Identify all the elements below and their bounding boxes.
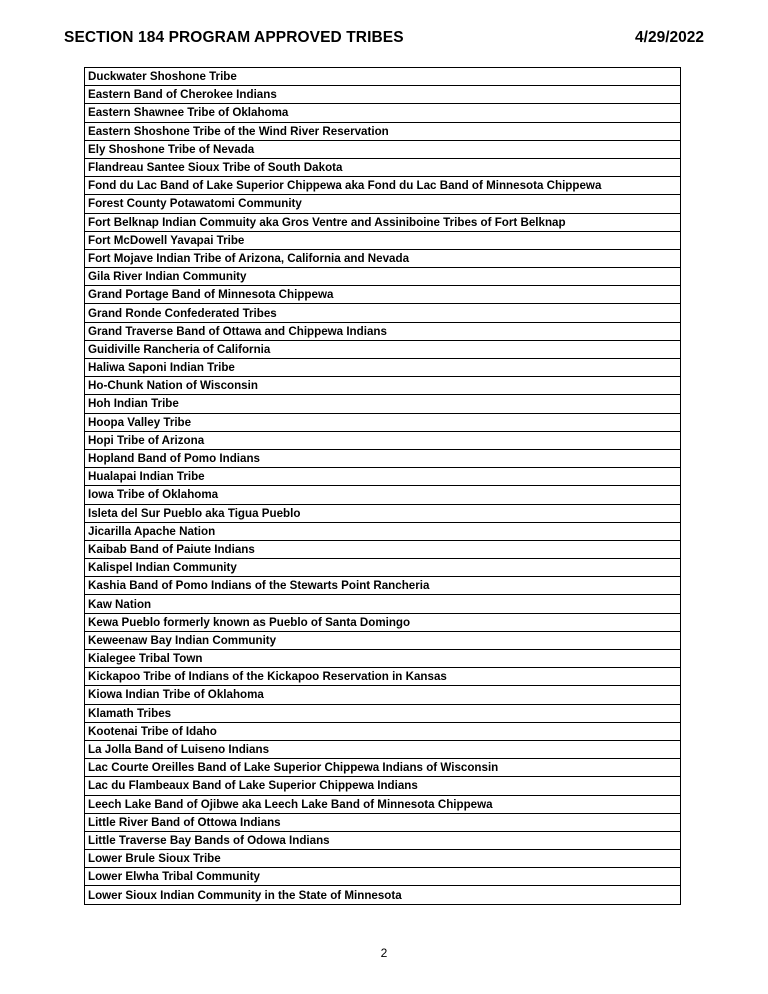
- tribe-name-cell: Duckwater Shoshone Tribe: [85, 68, 681, 86]
- tribe-name-cell: Leech Lake Band of Ojibwe aka Leech Lake Band of Minnesota Chippewa: [85, 795, 681, 813]
- table-row: [85, 486, 681, 504]
- table-row: [85, 795, 681, 813]
- table-row: [85, 413, 681, 431]
- tribe-name-cell: Keweenaw Bay Indian Community: [85, 631, 681, 649]
- tribe-name-cell: Hoh Indian Tribe: [85, 395, 681, 413]
- tribe-name-cell: Isleta del Sur Pueblo aka Tigua Pueblo: [85, 504, 681, 522]
- tribe-name-cell: Haliwa Saponi Indian Tribe: [85, 359, 681, 377]
- table-row: [85, 686, 681, 704]
- tribe-name-cell: Kootenai Tribe of Idaho: [85, 722, 681, 740]
- table-row: [85, 68, 681, 86]
- table-row: [85, 431, 681, 449]
- table-row: [85, 249, 681, 267]
- tribe-name-cell: Hopland Band of Pomo Indians: [85, 449, 681, 467]
- table-row: [85, 759, 681, 777]
- table-row: [85, 504, 681, 522]
- tribe-name-cell: Hopi Tribe of Arizona: [85, 431, 681, 449]
- tribe-name-cell: Lower Brule Sioux Tribe: [85, 850, 681, 868]
- tribe-name-cell: Fond du Lac Band of Lake Superior Chippewa aka Fond du Lac Band of Minnesota Chippewa: [85, 177, 681, 195]
- tribe-name-cell: Little Traverse Bay Bands of Odowa Indians: [85, 831, 681, 849]
- table-row: [85, 395, 681, 413]
- tribe-name-cell: Little River Band of Ottowa Indians: [85, 813, 681, 831]
- tribe-name-cell: Eastern Shawnee Tribe of Oklahoma: [85, 104, 681, 122]
- table-row: [85, 595, 681, 613]
- table-row: [85, 449, 681, 467]
- table-row: [85, 213, 681, 231]
- tribe-name-cell: Kialegee Tribal Town: [85, 650, 681, 668]
- table-row: [85, 122, 681, 140]
- tribe-name-cell: Kewa Pueblo formerly known as Pueblo of Santa Domingo: [85, 613, 681, 631]
- table-row: [85, 722, 681, 740]
- table-row: [85, 740, 681, 758]
- table-row: [85, 631, 681, 649]
- table-row: [85, 559, 681, 577]
- table-row: [85, 831, 681, 849]
- table-row: [85, 177, 681, 195]
- tribe-name-cell: Grand Portage Band of Minnesota Chippewa: [85, 286, 681, 304]
- table-row: [85, 140, 681, 158]
- table-row: [85, 868, 681, 886]
- tribe-name-cell: Eastern Band of Cherokee Indians: [85, 86, 681, 104]
- tribe-name-cell: Forest County Potawatomi Community: [85, 195, 681, 213]
- table-row: [85, 359, 681, 377]
- table-row: [85, 268, 681, 286]
- table-row: [85, 286, 681, 304]
- tribe-name-cell: Guidiville Rancheria of California: [85, 340, 681, 358]
- table-row: [85, 577, 681, 595]
- table-row: [85, 322, 681, 340]
- tribe-name-cell: Kickapoo Tribe of Indians of the Kickapoo Reservation in Kansas: [85, 668, 681, 686]
- table-row: [85, 777, 681, 795]
- tribe-name-cell: Lower Elwha Tribal Community: [85, 868, 681, 886]
- tribe-name-cell: Grand Traverse Band of Ottawa and Chippewa Indians: [85, 322, 681, 340]
- tribe-name-cell: Ho-Chunk Nation of Wisconsin: [85, 377, 681, 395]
- table-row: [85, 231, 681, 249]
- tribes-table-body: [85, 68, 681, 905]
- table-row: [85, 668, 681, 686]
- table-row: [85, 377, 681, 395]
- table-row: [85, 704, 681, 722]
- tribe-name-cell: Eastern Shoshone Tribe of the Wind River Reservation: [85, 122, 681, 140]
- tribe-name-cell: Gila River Indian Community: [85, 268, 681, 286]
- table-row: [85, 850, 681, 868]
- tribe-name-cell: Klamath Tribes: [85, 704, 681, 722]
- tribes-table: [84, 67, 681, 905]
- tribe-name-cell: Fort Belknap Indian Commuity aka Gros Ventre and Assiniboine Tribes of Fort Belknap: [85, 213, 681, 231]
- tribe-name-cell: Lac du Flambeaux Band of Lake Superior Chippewa Indians: [85, 777, 681, 795]
- document-date: 4/29/2022: [635, 29, 704, 46]
- tribe-name-cell: Jicarilla Apache Nation: [85, 522, 681, 540]
- table-row: [85, 104, 681, 122]
- tribe-name-cell: Flandreau Santee Sioux Tribe of South Dakota: [85, 158, 681, 176]
- document-title: SECTION 184 PROGRAM APPROVED TRIBES: [64, 29, 404, 46]
- page-number: 2: [380, 946, 388, 960]
- tribe-name-cell: Lac Courte Oreilles Band of Lake Superior Chippewa Indians of Wisconsin: [85, 759, 681, 777]
- table-row: [85, 522, 681, 540]
- table-row: [85, 540, 681, 558]
- table-row: [85, 886, 681, 904]
- tribe-name-cell: Kashia Band of Pomo Indians of the Stewarts Point Rancheria: [85, 577, 681, 595]
- tribe-name-cell: Lower Sioux Indian Community in the State of Minnesota: [85, 886, 681, 904]
- table-row: [85, 650, 681, 668]
- table-row: [85, 195, 681, 213]
- tribe-name-cell: Grand Ronde Confederated Tribes: [85, 304, 681, 322]
- tribe-name-cell: Fort Mojave Indian Tribe of Arizona, California and Nevada: [85, 249, 681, 267]
- tribe-name-cell: Ely Shoshone Tribe of Nevada: [85, 140, 681, 158]
- tribe-name-cell: Kalispel Indian Community: [85, 559, 681, 577]
- tribe-name-cell: Kiowa Indian Tribe of Oklahoma: [85, 686, 681, 704]
- tribe-name-cell: Kaibab Band of Paiute Indians: [85, 540, 681, 558]
- tribe-name-cell: Kaw Nation: [85, 595, 681, 613]
- tribe-name-cell: Fort McDowell Yavapai Tribe: [85, 231, 681, 249]
- table-row: [85, 468, 681, 486]
- table-row: [85, 158, 681, 176]
- tribe-name-cell: Hoopa Valley Tribe: [85, 413, 681, 431]
- table-row: [85, 613, 681, 631]
- tribe-name-cell: Hualapai Indian Tribe: [85, 468, 681, 486]
- table-row: [85, 340, 681, 358]
- table-row: [85, 86, 681, 104]
- table-row: [85, 813, 681, 831]
- table-row: [85, 304, 681, 322]
- tribe-name-cell: La Jolla Band of Luiseno Indians: [85, 740, 681, 758]
- tribe-name-cell: Iowa Tribe of Oklahoma: [85, 486, 681, 504]
